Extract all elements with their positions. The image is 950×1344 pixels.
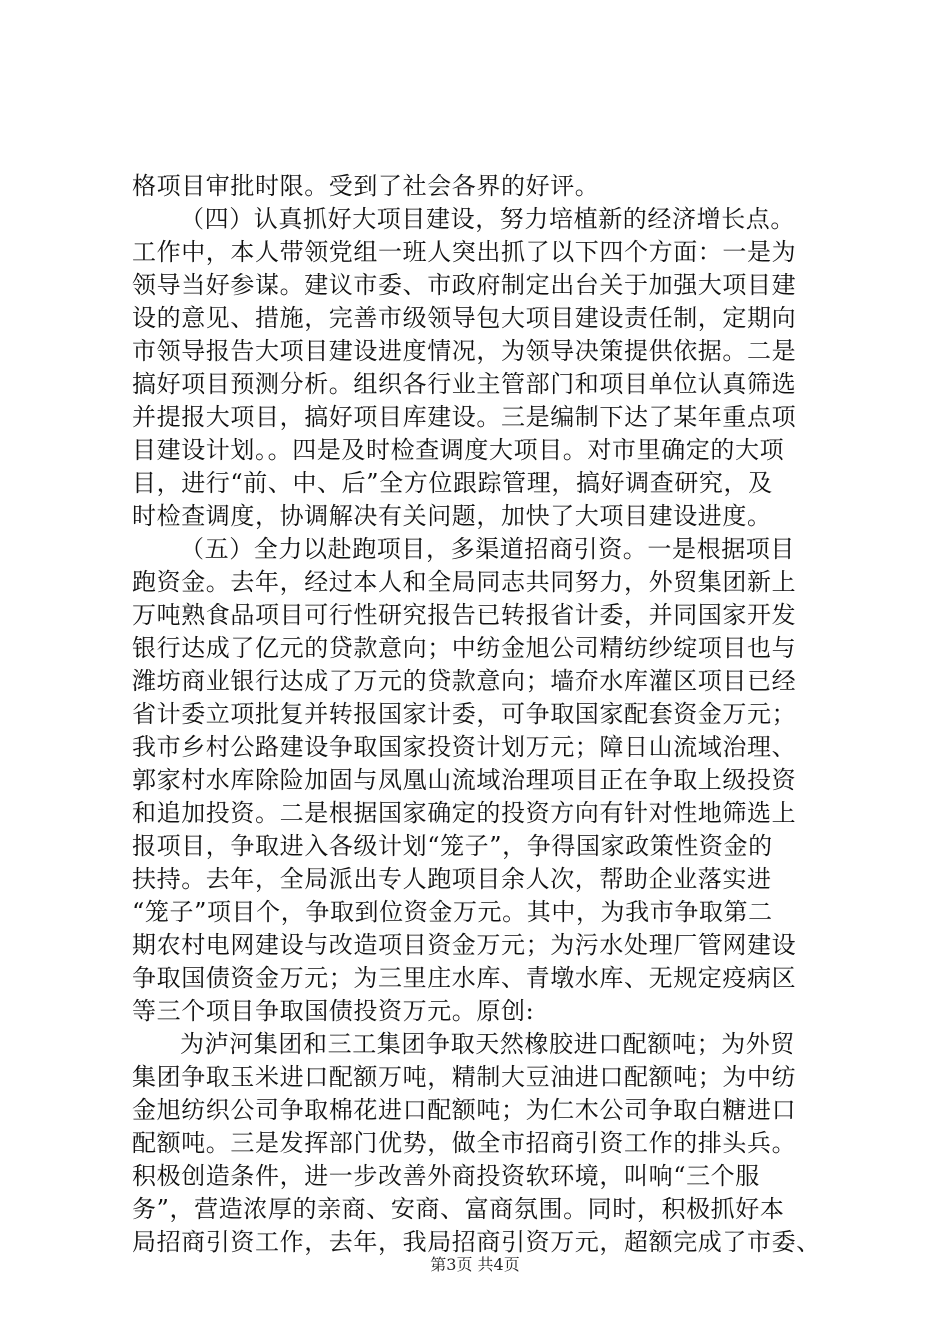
body-text (132, 170, 847, 1259)
text-line: 争取国债资金万元；为三里庄水库、青墩水库、无规定疫病区 (132, 964, 797, 992)
text-line: 格项目审批时限。受到了社会各界的好评。 (132, 172, 600, 200)
text-line: 万吨熟食品项目可行性研究报告已转报省计委，并同国家开发 (132, 601, 797, 629)
text-line: 我市乡村公路建设争取国家投资计划万元；障日山流域治理、 (132, 733, 797, 761)
text-line: 时检查调度，协调解决有关问题，加快了大项目建设进度。 (132, 502, 772, 530)
text-line: 报项目，争取进入各级计划“笼子”，争得国家政策性资金的 (132, 832, 773, 860)
text-line: 并提报大项目，搞好项目库建设。三是编制下达了某年重点项 (132, 403, 797, 431)
text-line: 为泸河集团和三工集团争取天然橡胶进口配额吨；为外贸 (180, 1030, 795, 1058)
text-line: （四）认真抓好大项目建设，努力培植新的经济增长点。 (180, 205, 795, 233)
text-line: 金旭纺织公司争取棉花进口配额吨；为仁木公司争取白糖进口 (132, 1096, 797, 1124)
text-line: 银行达成了亿元的贷款意向；中纺金旭公司精纺纱绽项目也与 (132, 634, 797, 662)
text-line: 配额吨。三是发挥部门优势，做全市招商引资工作的排头兵。 (132, 1129, 797, 1157)
text-line: 目，进行“前、中、后”全方位跟踪管理，搞好调查研究，及 (132, 469, 773, 497)
text-line: 和追加投资。二是根据国家确定的投资方向有针对性地筛选上 (132, 799, 797, 827)
text-line: 省计委立项批复并转报国家计委，可争取国家配套资金万元； (132, 700, 797, 728)
text-line: 扶持。去年，全局派出专人跑项目余人次，帮助企业落实进 (132, 865, 772, 893)
text-line: 搞好项目预测分析。组织各行业主管部门和项目单位认真筛选 (132, 370, 797, 398)
page-number: 第3页 共4页 (430, 1255, 520, 1274)
text-line: 领导当好参谋。建议市委、市政府制定出台关于加强大项目建 (132, 271, 797, 299)
text-line: 等三个项目争取国债投资万元。原创: (132, 997, 535, 1025)
text-line: “笼子”项目个，争取到位资金万元。其中，为我市争取第二 (132, 898, 773, 926)
text-line: 潍坊商业银行达成了万元的贷款意向；墙夼水库灌区项目已经 (132, 667, 797, 695)
text-line: 工作中，本人带领党组一班人突出抓了以下四个方面：一是为 (132, 238, 797, 266)
text-line: 郭家村水库除险加固与凤凰山流域治理项目正在争取上级投资 (132, 766, 797, 794)
text-line: 市领导报告大项目建设进度情况，为领导决策提供依据。二是 (132, 337, 797, 365)
text-line: 期农村电网建设与改造项目资金万元；为污水处理厂管网建设 (132, 931, 797, 959)
text-line: 目建设计划。。四是及时检查调度大项目。对市里确定的大项 (132, 436, 785, 464)
page-footer (0, 1255, 950, 1275)
text-line: 设的意见、措施，完善市级领导包大项目建设责任制，定期向 (132, 304, 797, 332)
text-line: 局招商引资工作，去年，我局招商引资万元，超额完成了市委、 (132, 1228, 821, 1256)
text-line: 跑资金。去年，经过本人和全局同志共同努力，外贸集团新上 (132, 568, 797, 596)
text-line: 务”，营造浓厚的亲商、安商、富商氛围。同时，积极抓好本 (132, 1195, 785, 1223)
text-line: 积极创造条件，进一步改善外商投资软环境，叫响“三个服 (132, 1162, 760, 1190)
text-line: （五）全力以赴跑项目，多渠道招商引资。一是根据项目 (180, 535, 795, 563)
text-line: 集团争取玉米进口配额万吨，精制大豆油进口配额吨；为中纺 (132, 1063, 797, 1091)
